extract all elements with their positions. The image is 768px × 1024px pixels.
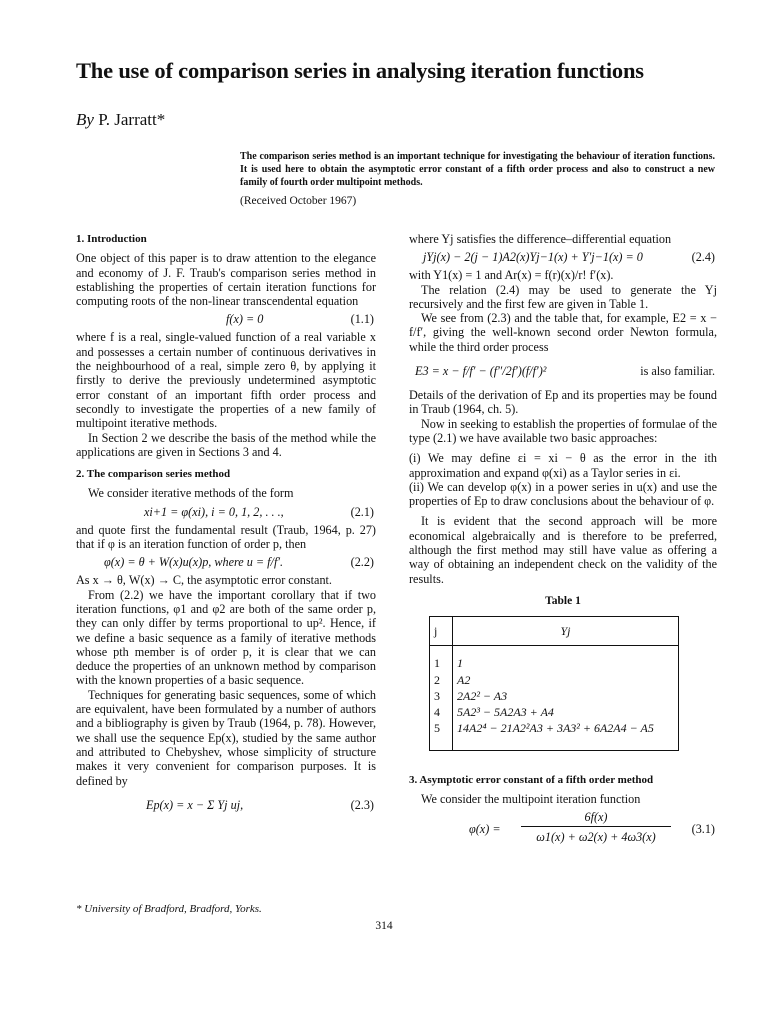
received-date: (Received October 1967): [240, 195, 357, 207]
author-affiliation-footnote: * University of Bradford, Bradford, Yorks.: [76, 903, 262, 915]
equation-2-1: [76, 501, 376, 523]
abstract: The comparison series method is an important technique for investigating the behaviour of iteration functions. It is used here to obtain the asymptotic error constant of a fifth order process and also to construct a new family of fourth order multipoint methods.: [240, 151, 715, 188]
section-2-paragraph-5: Techniques for generating basic sequences, some of which are equivalent, have been formulated by a number of authors and a bibliography is given by Traub (1964, p. 78). However, we shall use the sequence Ep(x), studied by the same author and attributed to Chebyshev, whose simplicity of structure makes it very convenient for comparison purposes. It is defined by: [76, 687, 376, 788]
author-name: P. Jarratt*: [98, 110, 166, 129]
equation-3-1-lhs: φ(x) =: [469, 822, 501, 837]
table-row: [430, 688, 679, 704]
table-cell-j: 1: [430, 646, 453, 672]
equation-2-3: [76, 788, 376, 822]
table-1-title: Table 1: [545, 594, 581, 607]
intro-paragraph-3: In Section 2 we describe the basis of the method while the applications are given in Sections 3 and 4.: [76, 430, 376, 459]
right-paragraph-5: Now in seeking to establish the properties of formulae of the type (2.1) we have available two basic approaches:: [409, 416, 717, 445]
page-number: 314: [375, 920, 393, 932]
table-cell-j: 5: [430, 720, 453, 750]
equation-2-2: [76, 551, 376, 573]
right-column: [409, 232, 717, 852]
table-cell-j: 3: [430, 688, 453, 704]
equation-2-4-expr: jYj(x) − 2(j − 1)A2(x)Yj−1(x) + Y′j−1(x) = 0: [423, 250, 643, 265]
table-cell-yj: 2A2² − A3: [457, 688, 508, 703]
equation-1-1-number: (1.1): [350, 312, 374, 327]
table-cell-yj: A2: [457, 672, 471, 687]
equation-2-1-expr: xi+1 = φ(xi), i = 0, 1, 2, . . .,: [144, 504, 284, 519]
section-1-heading: 1. Introduction: [76, 233, 147, 245]
table-cell-j: 2: [430, 672, 453, 688]
table-cell-yj: 1: [457, 656, 463, 671]
approach-i: (i) We may define εi = xi − θ as the error in the ith approximation and expand φ(xi) as a Taylor series in εi.: [409, 451, 717, 480]
equation-3-1-number: (3.1): [691, 822, 715, 837]
table-row: [430, 646, 679, 672]
approach-ii: (ii) We can develop φ(x) in a power series in u(x) and use the properties of Ep to draw conclusions about the behaviour of φ.: [409, 479, 717, 509]
section-2-paragraph-4: From (2.2) we have the important corollary that if two iteration functions, φ1 and φ2 are both of the same order p, they can only differ by terms proportional to up². Hence, if we define a basic sequence as a family of iterative methods whose pth member is of order p, it is clear that we can deduce the properties of an unknown method by comparison with the known properties of a basic sequence.: [76, 587, 376, 688]
right-paragraph-1: where Yj satisfies the difference–differential equation: [409, 232, 672, 246]
equation-e3-tail: is also familiar.: [640, 364, 715, 379]
left-column: [76, 232, 376, 822]
paper-title: The use of comparison series in analysing iteration functions: [76, 58, 644, 83]
equation-3-1-numerator: 6f(x): [521, 808, 671, 827]
equation-2-2-number: (2.2): [350, 555, 374, 570]
equation-2-3-expr: Ep(x) = x − Σ Yj uj,: [146, 797, 244, 812]
equation-1-1-expr: f(x) = 0: [226, 312, 264, 327]
section-2-heading: 2. The comparison series method: [76, 468, 231, 481]
table-header-j: j: [430, 617, 453, 646]
table-cell-yj: 5A2³ − 5A2A3 + A4: [457, 705, 554, 720]
section-2-paragraph-3: As x → θ, W(x) → C, the asymptotic error constant.: [76, 573, 332, 588]
byline: [76, 110, 165, 130]
section-2-paragraph-1: We consider iterative methods of the form: [88, 486, 294, 501]
table-header-yj: Yj: [560, 624, 571, 639]
intro-paragraph-2: where f is a real, single-valued function of a real variable x and possesses a certain number of continuous derivatives in the neighbourhood of a real, simple zero θ, by applying it firstly to derive the previously undetermined asymptotic error constant of an important fifth order process and secondly to investigate the properties of a new family of multipoint iterative methods.: [76, 330, 376, 431]
equation-e3-expr: E3 = x − f/f′ − (f″/2f′)(f/f′)²: [415, 364, 547, 379]
table-row: [430, 720, 679, 750]
table-cell-j: 4: [430, 704, 453, 720]
section-3-paragraph-1: We consider the multipoint iteration function: [421, 792, 641, 807]
right-paragraph-2: The relation (2.4) may be used to generate the Yj recursively and the first few are given in Table 1.: [409, 282, 717, 311]
equation-1-1: [76, 308, 376, 330]
table-header-row: [430, 617, 679, 646]
equation-3-1-denominator: ω1(x) + ω2(x) + 4ω3(x): [536, 830, 656, 845]
equation-e3: [409, 354, 717, 388]
right-paragraph-8: It is evident that the second approach will be more economical algebraically and is therefore to be preferred, although the first method may still have value as offering a way of obtaining an independent check on the validity of the results.: [409, 514, 717, 586]
table-row: [430, 672, 679, 688]
right-with-line: with Y1(x) = 1 and Ar(x) = f(r)(x)/r! f′(x).: [409, 268, 614, 283]
table-1: [429, 616, 679, 750]
section-3-heading: 3. Asymptotic error constant of a fifth order method: [409, 773, 654, 786]
section-2-paragraph-2: and quote first the fundamental result (Traub, 1964, p. 27) that if φ is an iteration function of order p, then: [76, 522, 376, 552]
byline-by: By: [76, 110, 94, 129]
equation-2-4: [409, 246, 717, 268]
table-cell-yj: 14A2⁴ − 21A2²A3 + 3A3² + 6A2A4 − A5: [457, 721, 654, 736]
table-row: [430, 704, 679, 720]
equation-2-4-number: (2.4): [691, 250, 715, 265]
right-paragraph-3: We see from (2.3) and the table that, for example, E2 = x − f/f′, giving the well-known second order Newton formula, while the third order process: [409, 311, 717, 354]
equation-2-3-number: (2.3): [350, 797, 374, 812]
equation-3-1: [409, 806, 717, 852]
equation-2-2-expr: φ(x) = θ + W(x)u(x)p, where u = f/f′.: [104, 555, 284, 570]
right-paragraph-4: Details of the derivation of Ep and its properties may be found in Traub (1964, ch. 5).: [409, 388, 717, 417]
intro-paragraph-1: One object of this paper is to draw attention to the elegance and economy of J. F. Traub's comparison series method in establishing the properties of certain iteration functions for computing roots of the non-linear transcendental equation: [76, 251, 376, 309]
equation-2-1-number: (2.1): [350, 504, 374, 519]
